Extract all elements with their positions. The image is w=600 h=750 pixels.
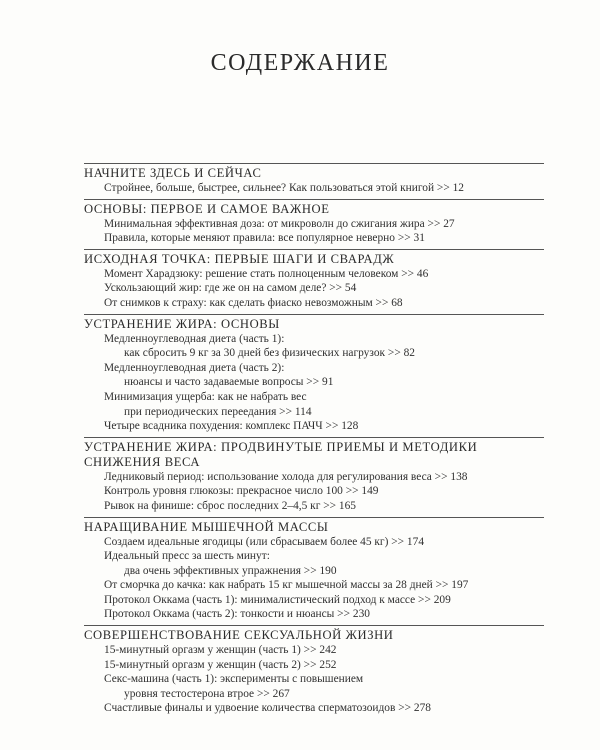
toc-entry[interactable] <box>84 361 544 390</box>
entry-line: Контроль уровня глюкозы: прекрасное число 100 >> 149 <box>104 485 379 498</box>
entry-line-continued: два очень эффективных упражнения >> 190 <box>124 564 337 577</box>
section-title: НАЧНИТЕ ЗДЕСЬ И СЕЙЧАС <box>84 166 262 180</box>
toc-entry[interactable] <box>84 499 544 514</box>
entry-line: Рывок на финише: сброс последних 2–4,5 кг >> 165 <box>104 499 357 512</box>
toc-entry[interactable] <box>84 701 544 716</box>
entry-line-continued: при периодических переедания >> 114 <box>124 405 312 418</box>
entry-line: Протокол Оккама (часть 2): тонкости и нюансы >> 230 <box>104 608 370 621</box>
entry-line: От снимков к страху: как сделать фиаско невозможным >> 68 <box>104 296 403 309</box>
entry-line: Четыре всадника похудения: комплекс ПАЧЧ >> 128 <box>104 420 359 433</box>
entry-line: Медленноуглеводная диета (часть 2): <box>104 361 285 374</box>
toc-entry[interactable] <box>84 535 544 550</box>
entry-line: Момент Харадзюку: решение стать полноценным человеком >> 46 <box>104 267 429 280</box>
toc-section <box>84 199 544 246</box>
toc-entry[interactable] <box>84 217 544 232</box>
entry-line: Секс-машина (часть 1): эксперименты с повышением <box>104 673 364 686</box>
entry-line: От сморчка до качка: как набрать 15 кг мышечной массы за 28 дней >> 197 <box>104 579 469 592</box>
entry-line: 15-минутный оргазм у женщин (часть 2) >> 252 <box>104 658 337 671</box>
toc-section <box>84 517 544 623</box>
entry-line: Минимальная эффективная доза: от микроволн до сжигания жира >> 27 <box>104 217 455 230</box>
toc-entry[interactable] <box>84 281 544 296</box>
section-title: УСТРАНЕНИЕ ЖИРА: ОСНОВЫ <box>84 316 280 331</box>
entry-line-continued: как сбросить 9 кг за 30 дней без физических нагрузок >> 82 <box>124 347 415 360</box>
toc-section <box>84 437 544 514</box>
entry-line: Протокол Оккама (часть 1): минималистический подход к массе >> 209 <box>104 593 451 606</box>
toc-entry[interactable] <box>84 332 544 361</box>
section-title: ОСНОВЫ: ПЕРВОЕ И САМОЕ ВАЖНОЕ <box>84 201 330 216</box>
entry-line: Ледниковый период: использование холода для регулирования веса >> 138 <box>104 470 468 483</box>
section-title-continued: СНИЖЕНИЯ ВЕСА <box>84 454 201 469</box>
toc-entry[interactable] <box>84 181 544 196</box>
section-title: СОВЕРШЕНСТВОВАНИЕ СЕКСУАЛЬНОЙ ЖИЗНИ <box>84 628 394 643</box>
entry-line: Правила, которые меняют правила: все популярное неверно >> 31 <box>104 232 425 245</box>
toc-entry[interactable] <box>84 484 544 499</box>
toc-section <box>84 163 544 196</box>
toc-entry[interactable] <box>84 658 544 673</box>
toc-entry[interactable] <box>84 549 544 578</box>
section-title: НАРАЩИВАНИЕ МЫШЕЧНОЙ МАССЫ <box>84 519 329 534</box>
toc-section <box>84 314 544 434</box>
entry-line: Счастливые финалы и удвоение количества сперматозоидов >> 278 <box>104 702 431 715</box>
toc-section <box>84 249 544 311</box>
section-title: ИСХОДНАЯ ТОЧКА: ПЕРВЫЕ ШАГИ И СВАРАДЖ <box>84 251 395 266</box>
table-of-contents <box>84 163 544 719</box>
toc-entry[interactable] <box>84 390 544 419</box>
page-title: СОДЕРЖАНИЕ <box>210 50 390 76</box>
section-title: УСТРАНЕНИЕ ЖИРА: ПРОДВИНУТЫЕ ПРИЕМЫ И МЕТОДИКИ <box>84 439 478 454</box>
entry-line-continued: нюансы и часто задаваемые вопросы >> 91 <box>124 376 334 389</box>
toc-entry[interactable] <box>84 419 544 434</box>
toc-entry[interactable] <box>84 578 544 593</box>
entry-line: Стройнее, больше, быстрее, сильнее? Как пользоваться этой книгой >> 12 <box>104 182 464 194</box>
entry-line: Идеальный пресс за шесть минут: <box>104 550 270 563</box>
entry-line-continued: уровня тестостерона втрое >> 267 <box>124 687 290 700</box>
entry-line: Создаем идеальные ягодицы (или сбрасываем более 45 кг) >> 174 <box>104 535 425 548</box>
entry-line: Ускользающий жир: где же он на самом деле? >> 54 <box>104 282 357 295</box>
toc-entry[interactable] <box>84 296 544 311</box>
toc-entry[interactable] <box>84 267 544 282</box>
toc-entry[interactable] <box>84 231 544 246</box>
toc-entry[interactable] <box>84 672 544 701</box>
toc-entry[interactable] <box>84 643 544 658</box>
entry-line: 15-минутный оргазм у женщин (часть 1) >> 242 <box>104 644 337 657</box>
toc-entry[interactable] <box>84 593 544 608</box>
entry-line: Минимизация ущерба: как не набрать вес <box>104 390 307 403</box>
toc-entry[interactable] <box>84 607 544 622</box>
toc-section <box>84 625 544 716</box>
entry-line: Медленноуглеводная диета (часть 1): <box>104 332 285 345</box>
toc-entry[interactable] <box>84 470 544 485</box>
